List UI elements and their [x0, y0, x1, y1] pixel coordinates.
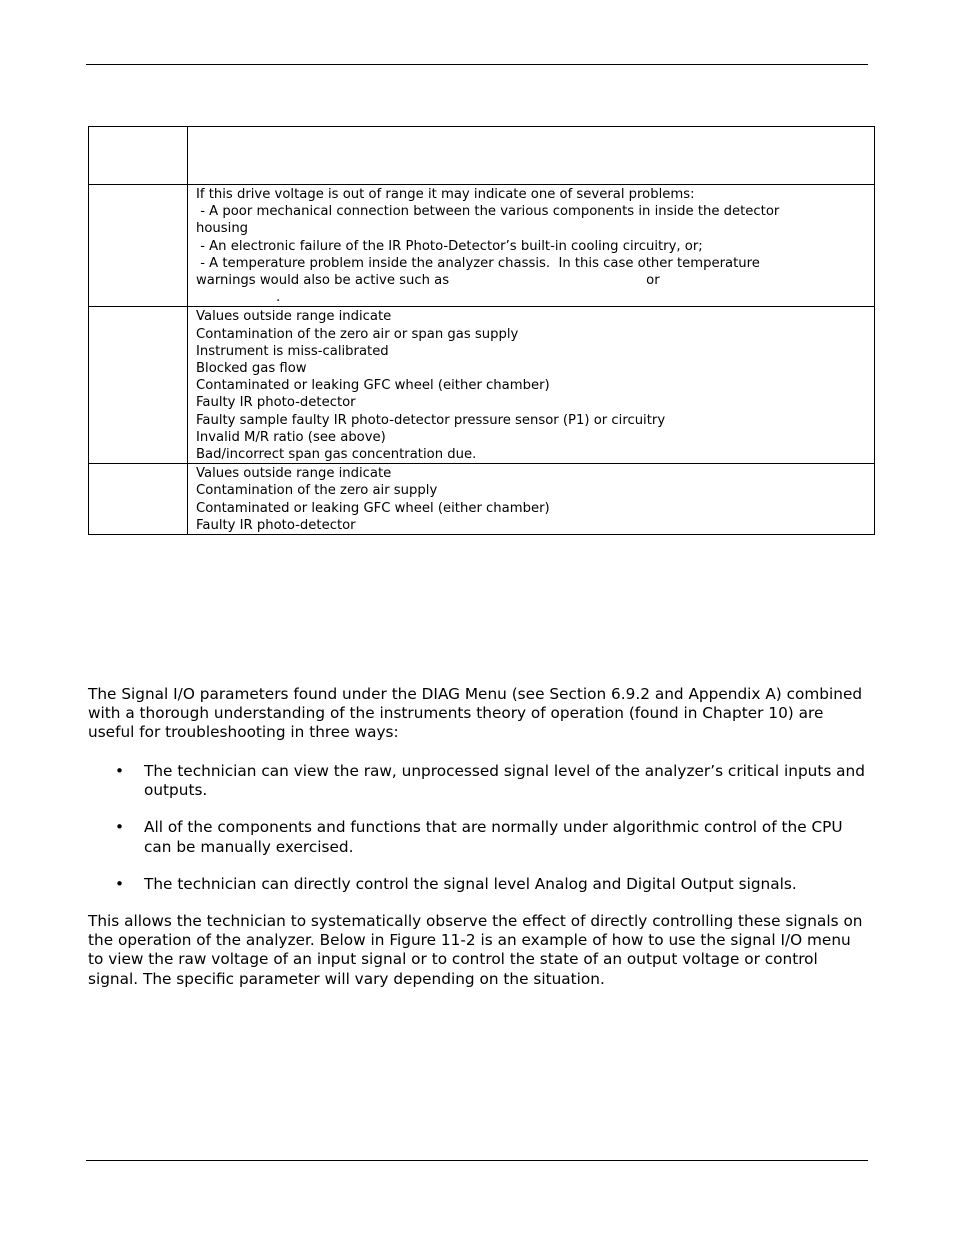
- row-detail-cell: [188, 127, 875, 185]
- row-label-cell: [89, 464, 188, 535]
- detail-line: Contamination of the zero air or span gas supply: [196, 326, 519, 342]
- bullet-text: All of the components and functions that are normally under algorithmic control of the CPU can be manually exercised.: [144, 818, 843, 856]
- or-word: or: [646, 273, 660, 289]
- row-label-cell: [89, 185, 188, 307]
- detail-line: If this drive voltage is out of range it may indicate one of several problems:: [196, 187, 695, 202]
- list-item: [88, 875, 868, 894]
- detail-line: Faulty IR photo-detector: [196, 395, 356, 411]
- bullet-text: The technician can directly control the signal level Analog and Digital Output signals.: [144, 874, 797, 893]
- detail-line: warnings would also be active such as: [196, 273, 450, 289]
- footer-rule: [86, 1160, 868, 1161]
- table-row: [89, 307, 875, 464]
- bullet-icon: •: [115, 874, 125, 893]
- detail-line: Faulty sample faulty IR photo-detector pressure sensor (P1) or circuitry: [196, 412, 666, 428]
- row-label-cell: [89, 127, 188, 185]
- bullet-icon: •: [115, 762, 125, 780]
- detail-line: Values outside range indicate: [196, 466, 392, 482]
- detail-line: - An electronic failure of the IR Photo-Detector’s built-in cooling circuitry, or;: [196, 238, 703, 254]
- detail-line: - A temperature problem inside the analyzer chassis. In this case other temperature: [196, 255, 760, 271]
- bullet-icon: •: [115, 818, 125, 837]
- row-detail-cell: [188, 464, 875, 535]
- detail-line: housing: [196, 221, 249, 237]
- detail-line: Instrument is miss-calibrated: [196, 343, 389, 359]
- row-label-cell: [89, 307, 188, 464]
- diagnostic-table: [88, 126, 875, 535]
- detail-line: Contamination of the zero air supply: [196, 483, 438, 499]
- bullet-list: [88, 762, 868, 912]
- detail-line: - A poor mechanical connection between the various components in inside the detector: [196, 204, 780, 220]
- detail-line: .: [276, 290, 281, 306]
- detail-line: Values outside range indicate: [196, 309, 392, 325]
- bullet-text: The technician can view the raw, unprocessed signal level of the analyzer’s critical inputs and outputs.: [144, 762, 865, 800]
- detail-line: Blocked gas flow: [196, 361, 307, 377]
- detail-line: Contaminated or leaking GFC wheel (either chamber): [196, 378, 550, 394]
- list-item: [88, 762, 868, 800]
- intro-paragraph: The Signal I/O parameters found under the DIAG Menu (see Section 6.9.2 and Appendix A) combined with a thorough understanding of the instruments theory of operation (found in Chapter 10) are useful for troubleshooting in three ways:: [88, 685, 863, 742]
- table-row: [89, 464, 875, 535]
- table-row: [89, 185, 875, 307]
- row-detail-cell: [188, 307, 875, 464]
- header-rule: [86, 64, 868, 65]
- list-item: [88, 818, 868, 856]
- detail-line: Bad/incorrect span gas concentration due.: [196, 447, 477, 463]
- detail-line: Invalid M/R ratio (see above): [196, 429, 386, 445]
- detail-line: Contaminated or leaking GFC wheel (either chamber): [196, 500, 550, 516]
- table-row: [89, 127, 875, 185]
- closing-paragraph: This allows the technician to systematically observe the effect of directly controlling these signals on the operation of the analyzer. Below in Figure 11-2 is an example of how to use the signal I/O menu to view the raw voltage of an input signal or to control the state of an output voltage or control signal. The specific parameter will vary depending on the situation.: [88, 912, 863, 988]
- row-detail-cell: [188, 185, 875, 307]
- detail-line-with-or: [196, 272, 868, 289]
- detail-line: Faulty IR photo-detector: [196, 517, 356, 533]
